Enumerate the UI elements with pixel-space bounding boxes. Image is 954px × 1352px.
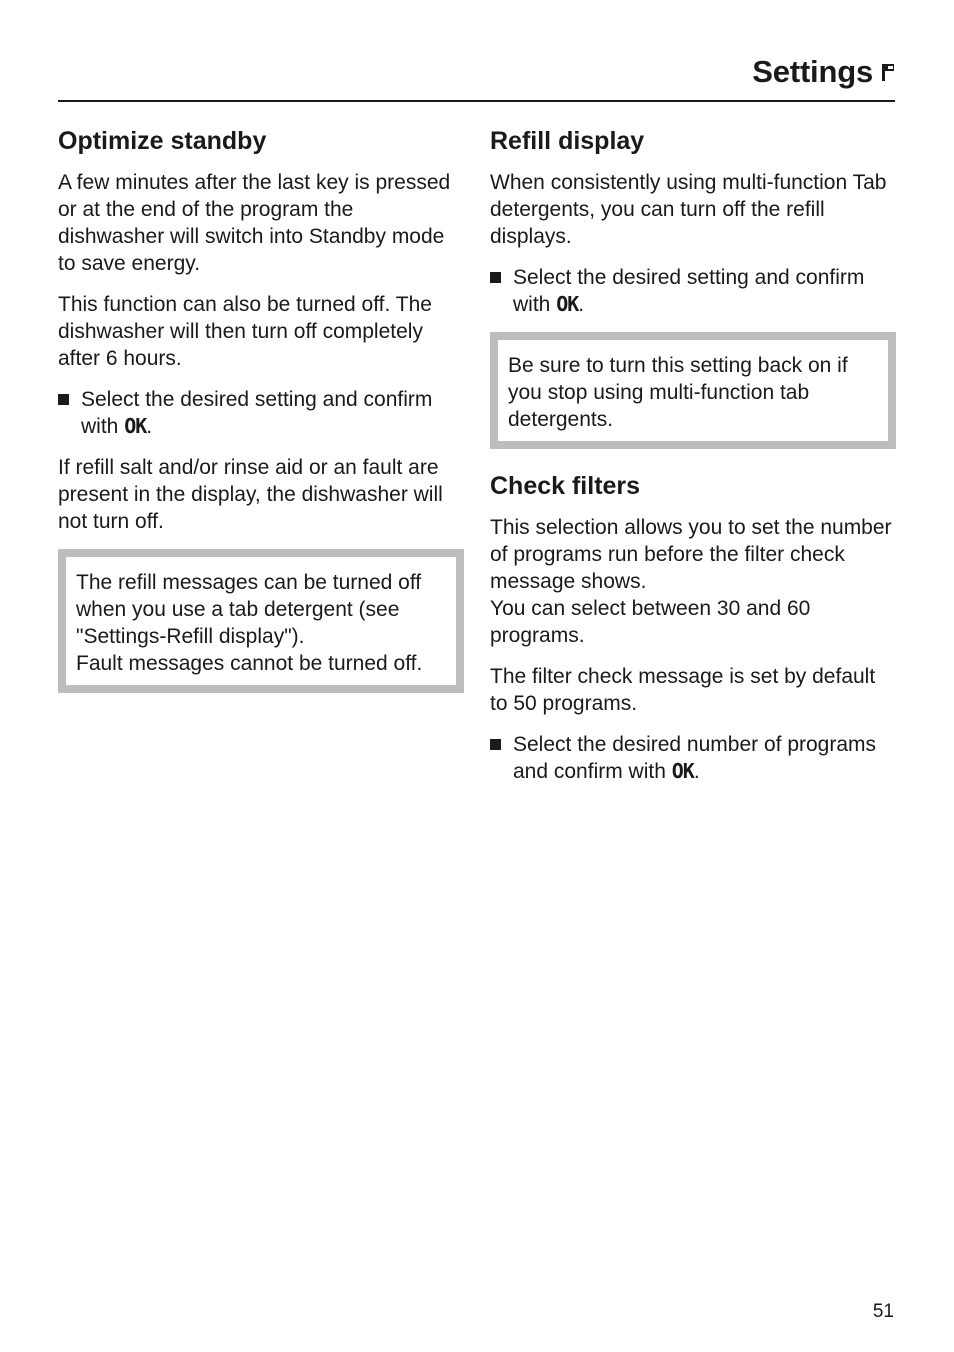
square-bullet-icon xyxy=(490,272,501,283)
paragraph: A few minutes after the last key is pressed or at the end of the program the dishwasher will switch into Standby mode to save energy. xyxy=(58,171,451,275)
page-header xyxy=(58,50,895,102)
bullet-text: Select the desired setting and confirm with xyxy=(81,388,433,438)
flag-icon xyxy=(881,63,895,81)
section-heading-optimize-standby: Optimize standby xyxy=(58,127,267,155)
page-number: 51 xyxy=(872,1301,894,1322)
paragraph: This selection allows you to set the number of programs run before the filter check message shows. xyxy=(490,516,892,593)
bullet-end: . xyxy=(693,760,700,783)
note-text: The refill messages can be turned off when you use a tab detergent (see "Settings-Refill display"). xyxy=(76,571,422,648)
bullet-end: . xyxy=(578,293,585,316)
paragraph: You can select between 30 and 60 programs. xyxy=(490,597,811,647)
note-text: Fault messages cannot be turned off. xyxy=(76,652,423,675)
section-heading-refill-display: Refill display xyxy=(490,127,645,155)
square-bullet-icon xyxy=(490,739,501,750)
note-box xyxy=(58,549,464,693)
paragraph: If refill salt and/or rinse aid or an fault are present in the display, the dishwasher will not turn off. xyxy=(58,456,443,533)
bullet-text: Select the desired number of programs and confirm with xyxy=(513,733,877,783)
ok-button-glyph: OK xyxy=(671,759,694,783)
ok-button-glyph: OK xyxy=(556,292,579,316)
bullet-item xyxy=(490,264,896,318)
note-box xyxy=(490,332,896,449)
bullet-text: Select the desired setting and confirm with xyxy=(513,266,865,316)
ok-button-glyph: OK xyxy=(124,414,147,438)
left-column xyxy=(58,124,464,707)
right-column xyxy=(490,124,896,799)
bullet-item xyxy=(490,731,896,785)
page-title: Settings xyxy=(752,54,873,89)
paragraph: This function can also be turned off. The dishwasher will then turn off completely after 6 hours. xyxy=(58,293,432,370)
paragraph: When consistently using multi-function Tab detergents, you can turn off the refill displays. xyxy=(490,171,887,248)
bullet-item xyxy=(58,386,464,440)
bullet-end: . xyxy=(146,415,153,438)
note-text: Be sure to turn this setting back on if you stop using multi-function tab detergents. xyxy=(508,354,848,431)
square-bullet-icon xyxy=(58,394,69,405)
paragraph: The filter check message is set by default to 50 programs. xyxy=(490,665,876,715)
section-heading-check-filters: Check filters xyxy=(490,472,641,500)
